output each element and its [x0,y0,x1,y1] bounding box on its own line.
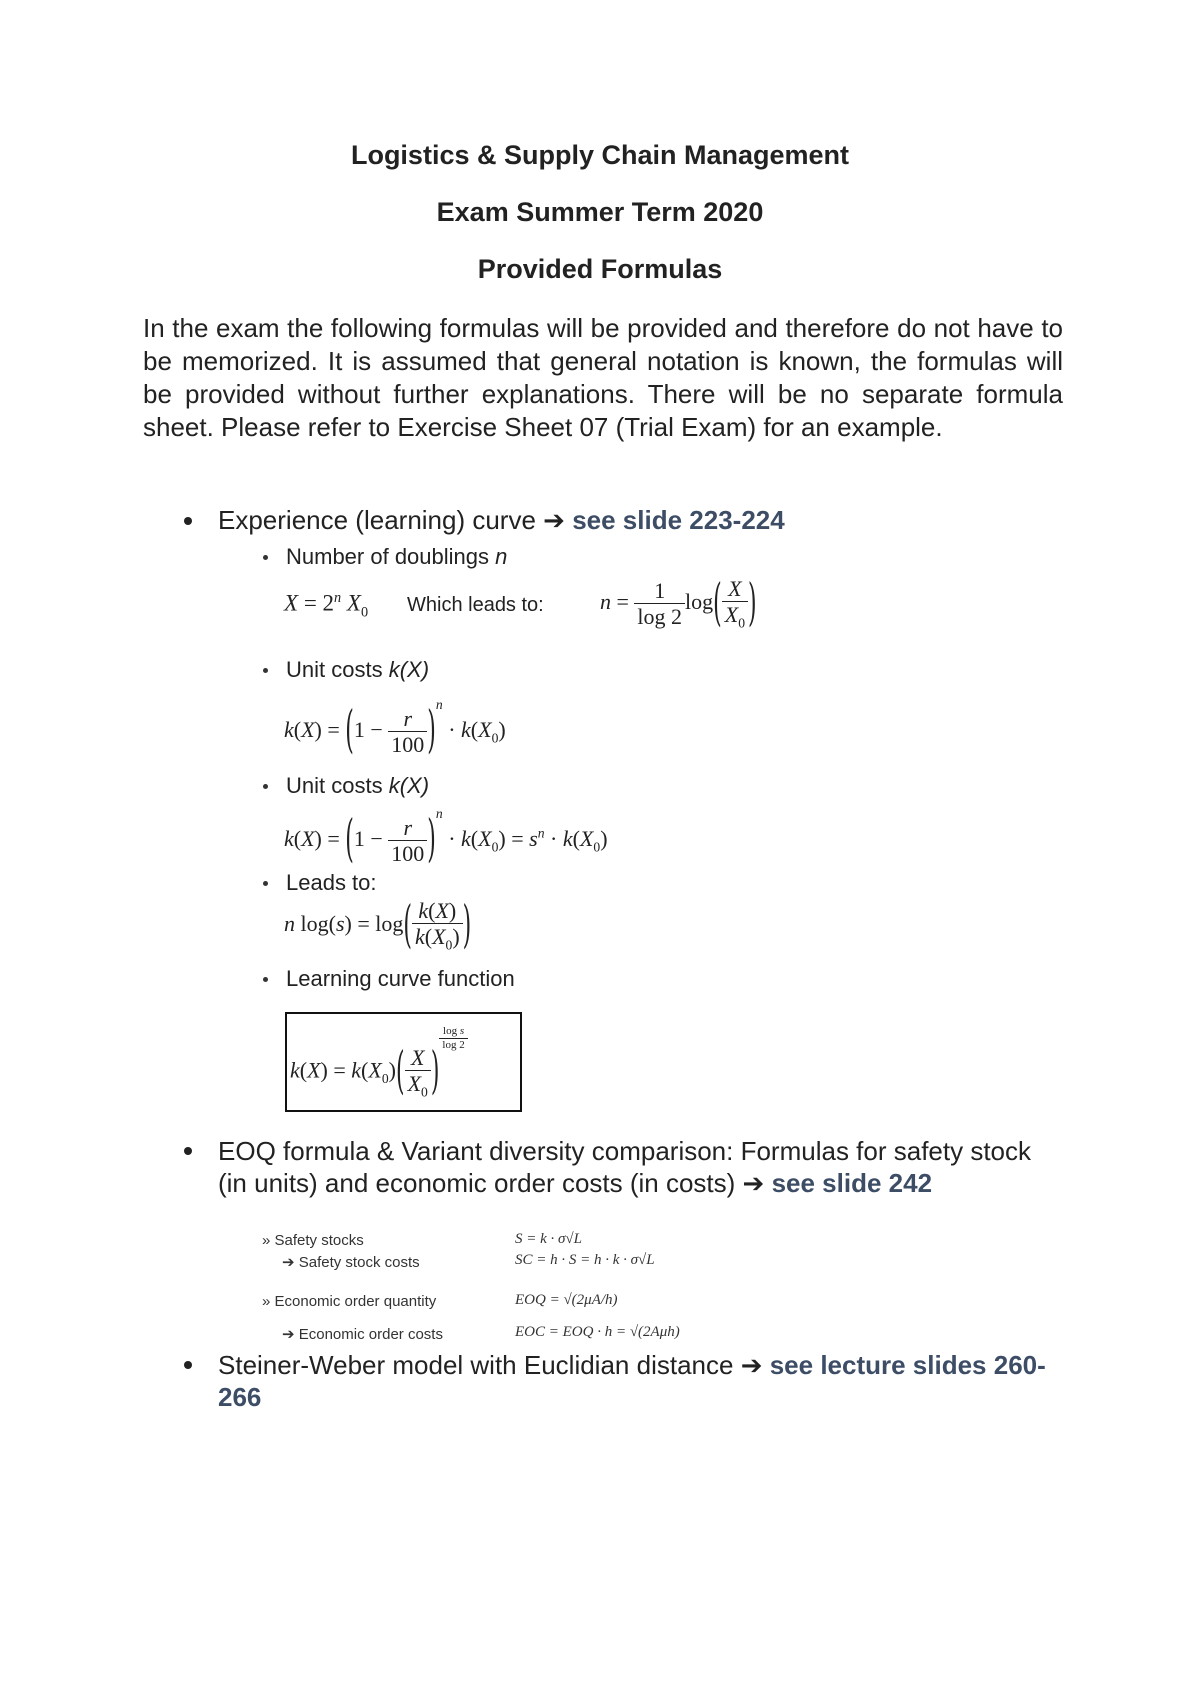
formula-doublings: $X = 2^n$ $X_0$ [284,590,369,621]
document-title: Logistics & Supply Chain Management [350,140,850,170]
intro-paragraph: In the exam the following formulas will be provided and therefore do not have to be memorized. It is assumed that general notation is known, the formulas will be provided without further explanations. There will be no separate formula sheet. Please refer to Exercise Sheet 07 (Trial Exam) for an example. [143,313,1063,442]
sub-item-label: Leads to: [286,870,377,895]
which-leads-to-label: Which leads to: [407,594,544,616]
sub-item-var: k(X) [388,657,430,682]
formula-n: n = $\frac{1}{\log 2}$ log( $\frac{X}{X_0}$ ) [600,575,757,633]
arrow-icon: ➔ [543,505,565,535]
document-subtitle: Exam Summer Term 2020 [436,197,764,227]
slide-reference: see slide 242 [771,1168,933,1198]
formula-unit-costs-1: k(X) = (1 − $\frac{r}{100}$ )$^n \cdot k(X_0)$ [284,697,506,761]
sub-item-label: Unit costs [286,657,383,682]
sub-item-doublings [286,544,507,570]
sub-item-var: n [495,544,508,569]
sub-item-label: Number of doublings [286,544,490,569]
bullet-text: Steiner-Weber model with Euclidian distance [218,1350,734,1380]
bullet-dot [184,1147,192,1155]
slide-reference: see slide 223-224 [572,505,785,535]
sub-item-leads-to [286,870,377,896]
sub-item-label: Learning curve function [286,966,515,991]
eoq-formula-order-quantity: EOQ = √(2μA/h) [515,1292,618,1308]
formula-learning-curve: $k(X) = k(X_0)$( $\frac{X}{X_0}$ ) $\frac{\text{log s}}{\log 2}$ [290,1025,468,1101]
eoq-label-safety-stock-costs: ➔ Safety stock costs [282,1254,420,1271]
bullet-text: Experience (learning) curve [218,505,536,535]
sub-item-var: k(X) [388,773,430,798]
sub-item-learning-function [286,966,515,992]
eoq-formula-order-costs: EOC = EOQ · h = √(2Aμh) [515,1324,680,1340]
bullet-dot [184,1361,192,1369]
slide-reference: see lecture slides 260-266 [218,1350,1046,1412]
eoq-label-order-quantity: » Economic order quantity [262,1293,437,1310]
formula-unit-costs-2: k(X) = (1 − $\frac{r}{100}$ )$^n \cdot k(X_0) = s^n \cdot k(X_0)$ [284,806,608,870]
formula-leads-to: n log(s) = log( $\frac{k(X)}{k(X_0)}$ ) [284,897,472,955]
eoq-formula-safety-stock-costs: SC = h · S = h · k · σ√L [515,1252,655,1268]
eoq-label-safety-stocks: » Safety stocks [262,1232,364,1249]
section-title: Provided Formulas [477,254,723,284]
eoq-formula-safety-stocks: S = k · σ√L [515,1231,583,1247]
arrow-icon: ➔ [740,1350,763,1380]
sub-item-unit-costs [286,657,429,683]
sub-item-unit-costs-2 [286,773,429,799]
arrow-icon: ➔ [742,1168,765,1198]
sub-item-label: Unit costs [286,773,383,798]
bullet-text: EOQ formula & Variant diversity comparison: Formulas for safety stock (in units) and economic order costs (in costs) [218,1136,1032,1198]
bullet-dot [184,517,192,525]
eoq-label-order-costs: ➔ Economic order costs [282,1326,443,1343]
